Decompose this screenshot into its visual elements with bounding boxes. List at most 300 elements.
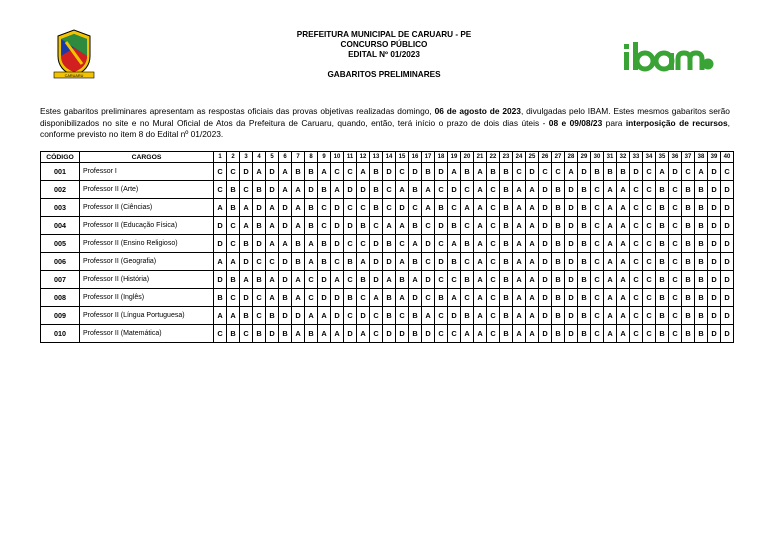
answer-cell: A: [396, 217, 409, 235]
intro-text-3: para: [602, 117, 626, 128]
answer-cell: A: [266, 271, 279, 289]
answer-cell: C: [721, 163, 734, 181]
answer-cell: D: [240, 253, 253, 271]
answer-cell: D: [539, 271, 552, 289]
answer-cell: A: [474, 253, 487, 271]
answer-cell: D: [370, 271, 383, 289]
answer-cell: C: [487, 325, 500, 343]
answer-cell: B: [253, 271, 266, 289]
answer-cell: C: [357, 289, 370, 307]
answer-cell: C: [630, 253, 643, 271]
answer-cell: A: [474, 289, 487, 307]
answer-cell: C: [344, 163, 357, 181]
answer-cell: B: [682, 235, 695, 253]
exam-date: 06 de agosto de 2023: [434, 106, 521, 116]
answer-cell: C: [591, 235, 604, 253]
answer-cell: C: [591, 199, 604, 217]
answer-cell: C: [682, 163, 695, 181]
answer-cell: A: [617, 217, 630, 235]
answer-cell: B: [461, 163, 474, 181]
answer-cell: D: [266, 163, 279, 181]
answer-cell: A: [331, 325, 344, 343]
answer-cell: B: [435, 199, 448, 217]
answer-cell: A: [617, 199, 630, 217]
answer-cell: A: [513, 271, 526, 289]
answer-cell: D: [539, 253, 552, 271]
answer-cell: D: [565, 253, 578, 271]
answer-cell: A: [526, 253, 539, 271]
answer-cell: A: [305, 307, 318, 325]
answer-cell: C: [422, 217, 435, 235]
answer-cell: D: [370, 235, 383, 253]
answer-cell: A: [513, 199, 526, 217]
table-row: [41, 217, 734, 235]
answer-cell: D: [396, 325, 409, 343]
answer-cell: B: [500, 307, 513, 325]
answer-cell: B: [500, 289, 513, 307]
answer-cell: B: [344, 253, 357, 271]
answer-cell: C: [513, 163, 526, 181]
answer-cell: C: [669, 253, 682, 271]
answer-cell: D: [240, 289, 253, 307]
answer-cell: B: [305, 325, 318, 343]
answer-cell: B: [682, 325, 695, 343]
answer-cell: D: [383, 253, 396, 271]
answer-cell: C: [630, 199, 643, 217]
question-number-header: 14: [383, 152, 396, 163]
answer-cell: C: [409, 199, 422, 217]
answer-cell: A: [656, 163, 669, 181]
answer-cell: C: [396, 235, 409, 253]
answer-cell: B: [409, 181, 422, 199]
answer-cell: D: [708, 217, 721, 235]
answer-cell: B: [682, 217, 695, 235]
answer-cell: B: [370, 181, 383, 199]
cargo-code: 005: [41, 235, 80, 253]
answer-cell: A: [279, 163, 292, 181]
answer-cell: D: [279, 217, 292, 235]
answer-cell: B: [656, 271, 669, 289]
answer-cell: C: [461, 217, 474, 235]
answer-cell: A: [565, 163, 578, 181]
answer-cell: C: [643, 217, 656, 235]
answer-cell: C: [643, 307, 656, 325]
question-number-header: 11: [344, 152, 357, 163]
answer-cell: D: [565, 307, 578, 325]
answer-cell: C: [630, 271, 643, 289]
answer-cell: D: [279, 307, 292, 325]
answer-cell: B: [318, 181, 331, 199]
answer-cell: B: [214, 289, 227, 307]
answer-cell: B: [448, 253, 461, 271]
question-number-header: 10: [331, 152, 344, 163]
answer-cell: B: [279, 325, 292, 343]
answer-cell: A: [474, 199, 487, 217]
cargo-code: 003: [41, 199, 80, 217]
answer-cell: D: [279, 271, 292, 289]
answer-cell: D: [448, 181, 461, 199]
answer-cell: D: [266, 325, 279, 343]
answer-cell: C: [643, 289, 656, 307]
answer-cell: C: [643, 235, 656, 253]
answer-cell: C: [396, 163, 409, 181]
answer-cell: C: [227, 217, 240, 235]
answer-cell: B: [682, 253, 695, 271]
answer-cell: C: [448, 325, 461, 343]
answer-cell: D: [708, 199, 721, 217]
answer-cell: C: [669, 235, 682, 253]
answer-cell: C: [266, 253, 279, 271]
answer-cell: D: [318, 289, 331, 307]
answer-cell: C: [630, 217, 643, 235]
answer-cell: D: [435, 163, 448, 181]
answer-cell: B: [682, 289, 695, 307]
answer-cell: C: [214, 163, 227, 181]
answer-cell: B: [617, 163, 630, 181]
answer-cell: B: [552, 271, 565, 289]
answer-cell: D: [708, 271, 721, 289]
answer-cell: C: [643, 181, 656, 199]
answer-cell: A: [396, 289, 409, 307]
answer-cell: D: [344, 325, 357, 343]
answer-cell: D: [240, 163, 253, 181]
answer-cell: C: [357, 199, 370, 217]
answer-cell: A: [331, 271, 344, 289]
answer-cell: D: [565, 181, 578, 199]
question-number-header: 35: [656, 152, 669, 163]
question-number-header: 31: [604, 152, 617, 163]
answer-cell: B: [500, 253, 513, 271]
answer-cell: D: [630, 163, 643, 181]
question-number-header: 32: [617, 152, 630, 163]
answer-cell: A: [422, 307, 435, 325]
question-number-header: 6: [279, 152, 292, 163]
answer-cell: D: [214, 271, 227, 289]
answer-cell: A: [604, 289, 617, 307]
answer-cell: B: [578, 289, 591, 307]
answer-cell: A: [617, 325, 630, 343]
answer-cell: A: [214, 199, 227, 217]
answer-cell: B: [552, 235, 565, 253]
table-row: [41, 235, 734, 253]
intro-text-4: , conforme previsto no item 8 do Edital nº 01/2023.: [40, 117, 730, 139]
svg-text:CARUARU: CARUARU: [64, 74, 84, 78]
answer-cell: A: [526, 325, 539, 343]
answer-cell: C: [487, 181, 500, 199]
answer-cell: C: [318, 199, 331, 217]
answer-cell: C: [461, 289, 474, 307]
answer-cell: C: [591, 325, 604, 343]
answer-cell: D: [721, 235, 734, 253]
answer-cell: D: [721, 253, 734, 271]
answer-cell: D: [721, 181, 734, 199]
answer-cell: C: [643, 253, 656, 271]
answer-cell: D: [721, 271, 734, 289]
answer-cell: A: [292, 199, 305, 217]
answer-cell: C: [357, 235, 370, 253]
intro-text-1: Estes gabaritos preliminares apresentam as respostas oficiais das provas objetivas realizadas domingo,: [40, 106, 435, 116]
answer-cell: A: [695, 163, 708, 181]
cargo-column-header: CARGOS: [80, 152, 214, 163]
answer-cell: D: [435, 217, 448, 235]
header-line-2: CONCURSO PÚBLICO: [340, 40, 428, 49]
answer-cell: A: [513, 307, 526, 325]
answer-cell: C: [643, 199, 656, 217]
answer-cell: B: [461, 271, 474, 289]
question-number-header: 27: [552, 152, 565, 163]
answer-cell: C: [383, 199, 396, 217]
answer-cell: D: [422, 271, 435, 289]
answer-cell: A: [370, 289, 383, 307]
answer-cell: A: [422, 181, 435, 199]
answer-cell: A: [513, 217, 526, 235]
answer-cell: D: [708, 163, 721, 181]
answer-cell: C: [240, 181, 253, 199]
answer-cell: D: [539, 199, 552, 217]
answer-cell: B: [409, 217, 422, 235]
answer-cell: B: [292, 235, 305, 253]
answer-cell: B: [656, 217, 669, 235]
answer-cell: D: [279, 253, 292, 271]
answer-cell: A: [279, 235, 292, 253]
answer-cell: A: [513, 235, 526, 253]
question-number-header: 25: [526, 152, 539, 163]
answer-cell: C: [487, 217, 500, 235]
answer-cell: A: [604, 199, 617, 217]
answer-cell: B: [552, 217, 565, 235]
answer-cell: C: [630, 181, 643, 199]
answer-cell: D: [383, 163, 396, 181]
answer-cell: A: [461, 325, 474, 343]
answer-cell: B: [500, 217, 513, 235]
answer-cell: B: [695, 235, 708, 253]
answer-cell: D: [383, 325, 396, 343]
table-header-row: [41, 152, 734, 163]
answer-cell: C: [240, 325, 253, 343]
answer-cell: D: [448, 307, 461, 325]
answer-cell: B: [695, 289, 708, 307]
answer-cell: D: [357, 181, 370, 199]
answer-cell: B: [461, 235, 474, 253]
answer-cell: C: [214, 325, 227, 343]
answer-cell: D: [526, 163, 539, 181]
answer-cell: B: [292, 163, 305, 181]
answer-cell: B: [578, 253, 591, 271]
answer-cell: B: [253, 217, 266, 235]
answer-cell: D: [565, 217, 578, 235]
answer-cell: D: [539, 217, 552, 235]
answer-cell: A: [604, 235, 617, 253]
answer-cell: A: [526, 217, 539, 235]
question-number-header: 38: [695, 152, 708, 163]
answer-cell: B: [500, 271, 513, 289]
answer-cell: C: [253, 253, 266, 271]
answer-cell: D: [721, 289, 734, 307]
cargo-name: Professor II (Inglês): [80, 289, 214, 307]
table-row: [41, 325, 734, 343]
answer-cell: D: [721, 199, 734, 217]
answer-cell: D: [344, 217, 357, 235]
answer-cell: C: [487, 253, 500, 271]
answer-cell: C: [487, 271, 500, 289]
answer-cell: C: [487, 199, 500, 217]
answer-cell: C: [643, 271, 656, 289]
answer-cell: B: [656, 325, 669, 343]
answer-cell: A: [240, 199, 253, 217]
table-row: [41, 289, 734, 307]
answer-cell: A: [266, 235, 279, 253]
answer-cell: B: [266, 307, 279, 325]
answer-cell: A: [396, 181, 409, 199]
answer-cell: B: [305, 217, 318, 235]
cargo-name: Professor II (Língua Portuguesa): [80, 307, 214, 325]
answer-cell: D: [539, 325, 552, 343]
answer-cell: C: [435, 235, 448, 253]
cargo-name: Professor II (Geografia): [80, 253, 214, 271]
answer-cell: D: [565, 199, 578, 217]
answer-cell: D: [422, 325, 435, 343]
answer-cell: A: [357, 253, 370, 271]
answer-cell: C: [591, 271, 604, 289]
answer-cell: C: [630, 235, 643, 253]
answer-cell: A: [474, 325, 487, 343]
document-subtitle: GABARITOS PRELIMINARES: [327, 70, 441, 79]
cargo-name: Professor II (Educação Física): [80, 217, 214, 235]
answer-cell: B: [578, 181, 591, 199]
answer-cell: B: [552, 325, 565, 343]
appeal-period: 08 e 09/08/23: [548, 117, 603, 128]
question-number-header: 15: [396, 152, 409, 163]
answer-cell: B: [383, 235, 396, 253]
answer-cell: A: [383, 271, 396, 289]
answer-cell: D: [253, 199, 266, 217]
answer-cell: D: [292, 307, 305, 325]
answer-cell: B: [695, 253, 708, 271]
answer-cell: D: [565, 289, 578, 307]
answer-cell: B: [682, 307, 695, 325]
answer-cell: A: [474, 307, 487, 325]
answer-cell: A: [526, 289, 539, 307]
answer-cell: A: [266, 217, 279, 235]
answer-cell: A: [292, 217, 305, 235]
table-row: [41, 199, 734, 217]
answer-cell: D: [708, 289, 721, 307]
answer-cell: A: [305, 235, 318, 253]
answer-cell: C: [643, 163, 656, 181]
answer-cell: C: [630, 289, 643, 307]
answer-cell: C: [305, 271, 318, 289]
answer-cell: C: [630, 325, 643, 343]
answer-cell: D: [331, 289, 344, 307]
answer-cell: A: [526, 181, 539, 199]
answer-cell: C: [422, 289, 435, 307]
cargo-name: Professor II (Ciências): [80, 199, 214, 217]
answer-cell: D: [708, 181, 721, 199]
answer-cell: B: [695, 271, 708, 289]
answer-cell: D: [578, 163, 591, 181]
answer-cell: C: [552, 163, 565, 181]
answer-cell: B: [695, 307, 708, 325]
answer-cell: C: [227, 235, 240, 253]
answer-cell: A: [448, 289, 461, 307]
answer-cell: C: [591, 181, 604, 199]
answer-cell: D: [565, 325, 578, 343]
answer-cell: D: [409, 163, 422, 181]
answer-cell: B: [500, 325, 513, 343]
question-number-header: 22: [487, 152, 500, 163]
answer-cell: B: [656, 289, 669, 307]
answer-key-table: [40, 151, 734, 343]
answer-cell: C: [370, 325, 383, 343]
question-number-header: 8: [305, 152, 318, 163]
answer-cell: A: [227, 307, 240, 325]
answer-cell: B: [578, 307, 591, 325]
answer-cell: B: [292, 253, 305, 271]
answer-cell: B: [461, 307, 474, 325]
answer-cell: A: [617, 235, 630, 253]
answer-cell: B: [656, 235, 669, 253]
answer-cell: A: [513, 289, 526, 307]
answer-cell: A: [292, 181, 305, 199]
answer-cell: D: [539, 289, 552, 307]
answer-cell: D: [422, 235, 435, 253]
answer-cell: D: [305, 181, 318, 199]
answer-cell: B: [227, 325, 240, 343]
question-number-header: 19: [448, 152, 461, 163]
answer-cell: D: [669, 163, 682, 181]
question-number-header: 13: [370, 152, 383, 163]
answer-cell: A: [422, 199, 435, 217]
answer-cell: C: [253, 307, 266, 325]
answer-cell: D: [721, 325, 734, 343]
answer-cell: B: [422, 163, 435, 181]
answer-cell: A: [331, 181, 344, 199]
answer-cell: D: [565, 235, 578, 253]
answer-cell: C: [344, 199, 357, 217]
answer-cell: D: [435, 253, 448, 271]
answer-cell: C: [669, 307, 682, 325]
answer-cell: C: [461, 253, 474, 271]
answer-cell: A: [266, 199, 279, 217]
answer-cell: A: [526, 271, 539, 289]
answer-cell: A: [604, 307, 617, 325]
answer-cell: A: [526, 199, 539, 217]
cargo-code: 007: [41, 271, 80, 289]
answer-cell: C: [435, 181, 448, 199]
answer-cell: B: [227, 181, 240, 199]
answer-cell: B: [552, 289, 565, 307]
answer-cell: D: [409, 289, 422, 307]
answer-cell: C: [344, 235, 357, 253]
answer-cell: B: [227, 199, 240, 217]
answer-cell: B: [656, 307, 669, 325]
answer-cell: A: [526, 307, 539, 325]
header-line-1: PREFEITURA MUNICIPAL DE CARUARU - PE: [296, 30, 472, 39]
question-number-header: 17: [422, 152, 435, 163]
answer-cell: A: [474, 235, 487, 253]
intro-text-2: , divulgadas pelo IBAM. Estes mesmos gabaritos serão disponibilizados no site e no Mural Oficial de Atos da Prefeitura de Caruaru, quando, então, terá início o prazo de dois dias úteis -: [40, 106, 730, 128]
answer-cell: A: [279, 181, 292, 199]
cargo-code: 010: [41, 325, 80, 343]
answer-cell: B: [318, 253, 331, 271]
answer-cell: A: [318, 163, 331, 181]
answer-cell: D: [708, 307, 721, 325]
answer-cell: D: [539, 307, 552, 325]
answer-cell: B: [695, 217, 708, 235]
cargo-code: 004: [41, 217, 80, 235]
answer-cell: B: [305, 199, 318, 217]
answer-cell: C: [643, 325, 656, 343]
